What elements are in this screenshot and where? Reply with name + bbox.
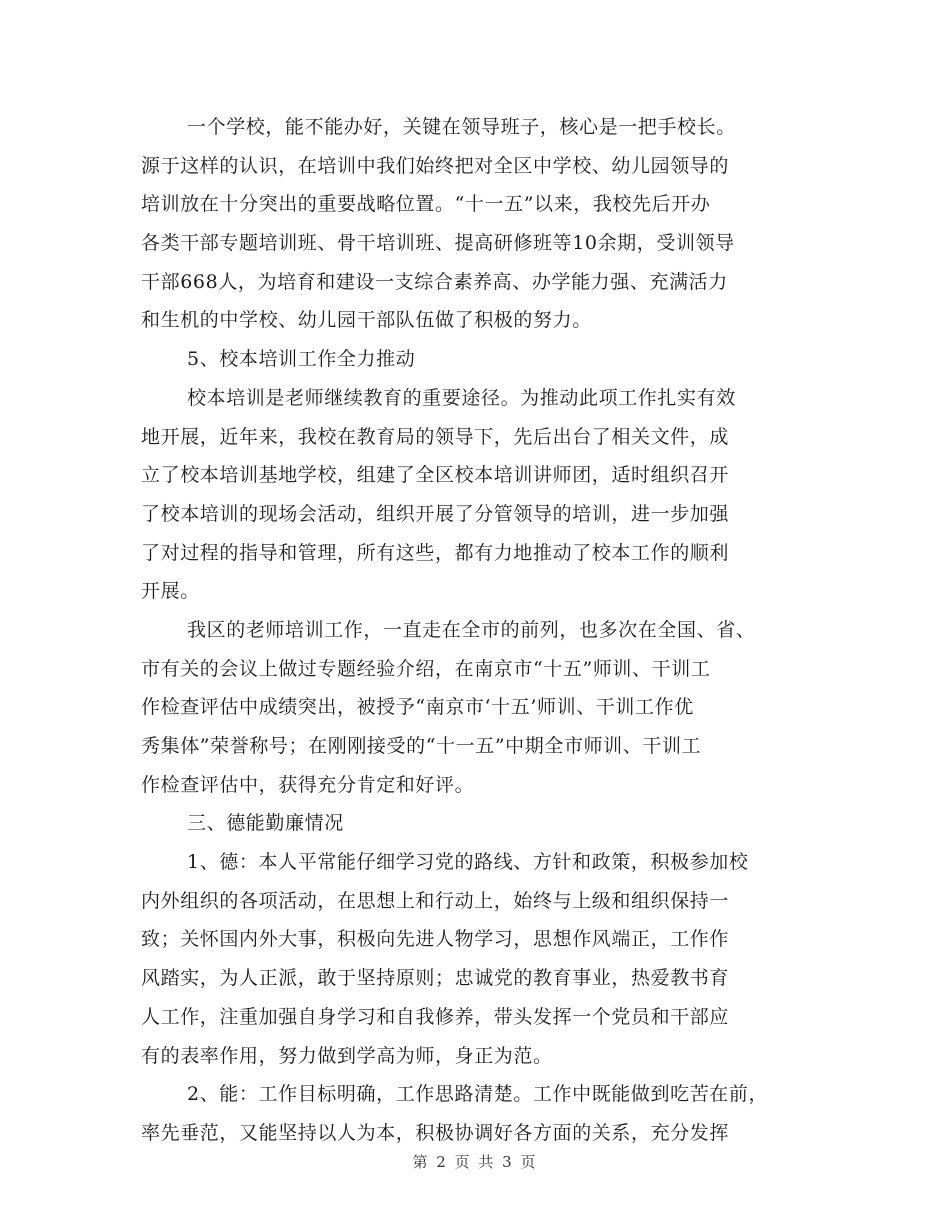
text-line: 地开展，近年来，我校在教育局的领导下，先后出台了相关文件，成 — [141, 425, 730, 448]
text-line: 各类干部专题培训班、骨干培训班、提高研修班等10余期，受训领导 — [141, 232, 735, 255]
text-line: 干部668人，为培育和建设一支综合素养高、办学能力强、充满活力 — [141, 270, 728, 293]
text-line: 培训放在十分突出的重要战略位置。“十一五”以来，我校先后开办 — [141, 193, 711, 216]
text-line: 我区的老师培训工作，一直走在全市的前列，也多次在全国、省、 — [187, 618, 756, 641]
text-line: 2、能：工作目标明确，工作思路清楚。工作中既能做到吃苦在前， — [187, 1083, 769, 1106]
section-heading: 三、德能勤廉情况 — [187, 812, 344, 835]
text-line: 了校本培训的现场会活动，组织开展了分管领导的培训，进一步加强 — [141, 502, 730, 525]
section-heading: 5、校本培训工作全力推动 — [187, 348, 416, 371]
text-line: 秀集体”荣誉称号；在刚刚接受的“十一五”中期全市师训、干训工 — [141, 735, 702, 757]
text-line: 市有关的会议上做过专题经验介绍，在南京市“十五”师训、干训工 — [141, 657, 711, 680]
text-line: 风踏实，为人正派，敢于坚持原则；忠诚党的教育事业，热爱教书育 — [141, 967, 730, 990]
text-line: 内外组织的各项活动，在思想上和行动上，始终与上级和组织保持一 — [141, 889, 730, 912]
text-line: 1、德：本人平常能仔细学习党的路线、方针和政策，积极参加校 — [187, 851, 749, 874]
text-line: 校本培训是老师继续教育的重要途径。为推动此项工作扎实有效 — [187, 386, 736, 409]
text-line: 致；关怀国内外大事，积极向先进人物学习，思想作风端正，工作作 — [141, 928, 730, 951]
text-line: 一个学校，能不能办好，关键在领导班子，核心是一把手校长。 — [187, 116, 736, 138]
page-footer: 第 2 页 共 3 页 — [412, 1153, 538, 1171]
text-line: 和生机的中学校、幼儿园干部队伍做了积极的努力。 — [141, 309, 592, 332]
text-line: 开展。 — [141, 580, 200, 603]
text-line: 作检查评估中成绩突出，被授予“南京市‘十五’师训、干训工作优 — [141, 696, 694, 719]
document-body — [141, 108, 811, 1153]
text-line: 有的表率作用，努力做到学高为师，身正为范。 — [141, 1044, 553, 1067]
text-line: 立了校本培训基地学校，组建了全区校本培训讲师团，适时组织召开 — [141, 464, 730, 487]
text-line: 人工作，注重加强自身学习和自我修养，带头发挥一个党员和干部应 — [141, 1005, 730, 1028]
text-line: 了对过程的指导和管理，所有这些，都有力地推动了校本工作的顺利 — [141, 541, 730, 564]
text-line: 率先垂范，又能坚持以人为本，积极协调好各方面的关系，充分发挥 — [141, 1121, 730, 1144]
text-line: 作检查评估中，获得充分肯定和好评。 — [141, 773, 475, 796]
text-line: 源于这样的认识，在培训中我们始终把对全区中学校、幼儿园领导的 — [141, 154, 730, 177]
